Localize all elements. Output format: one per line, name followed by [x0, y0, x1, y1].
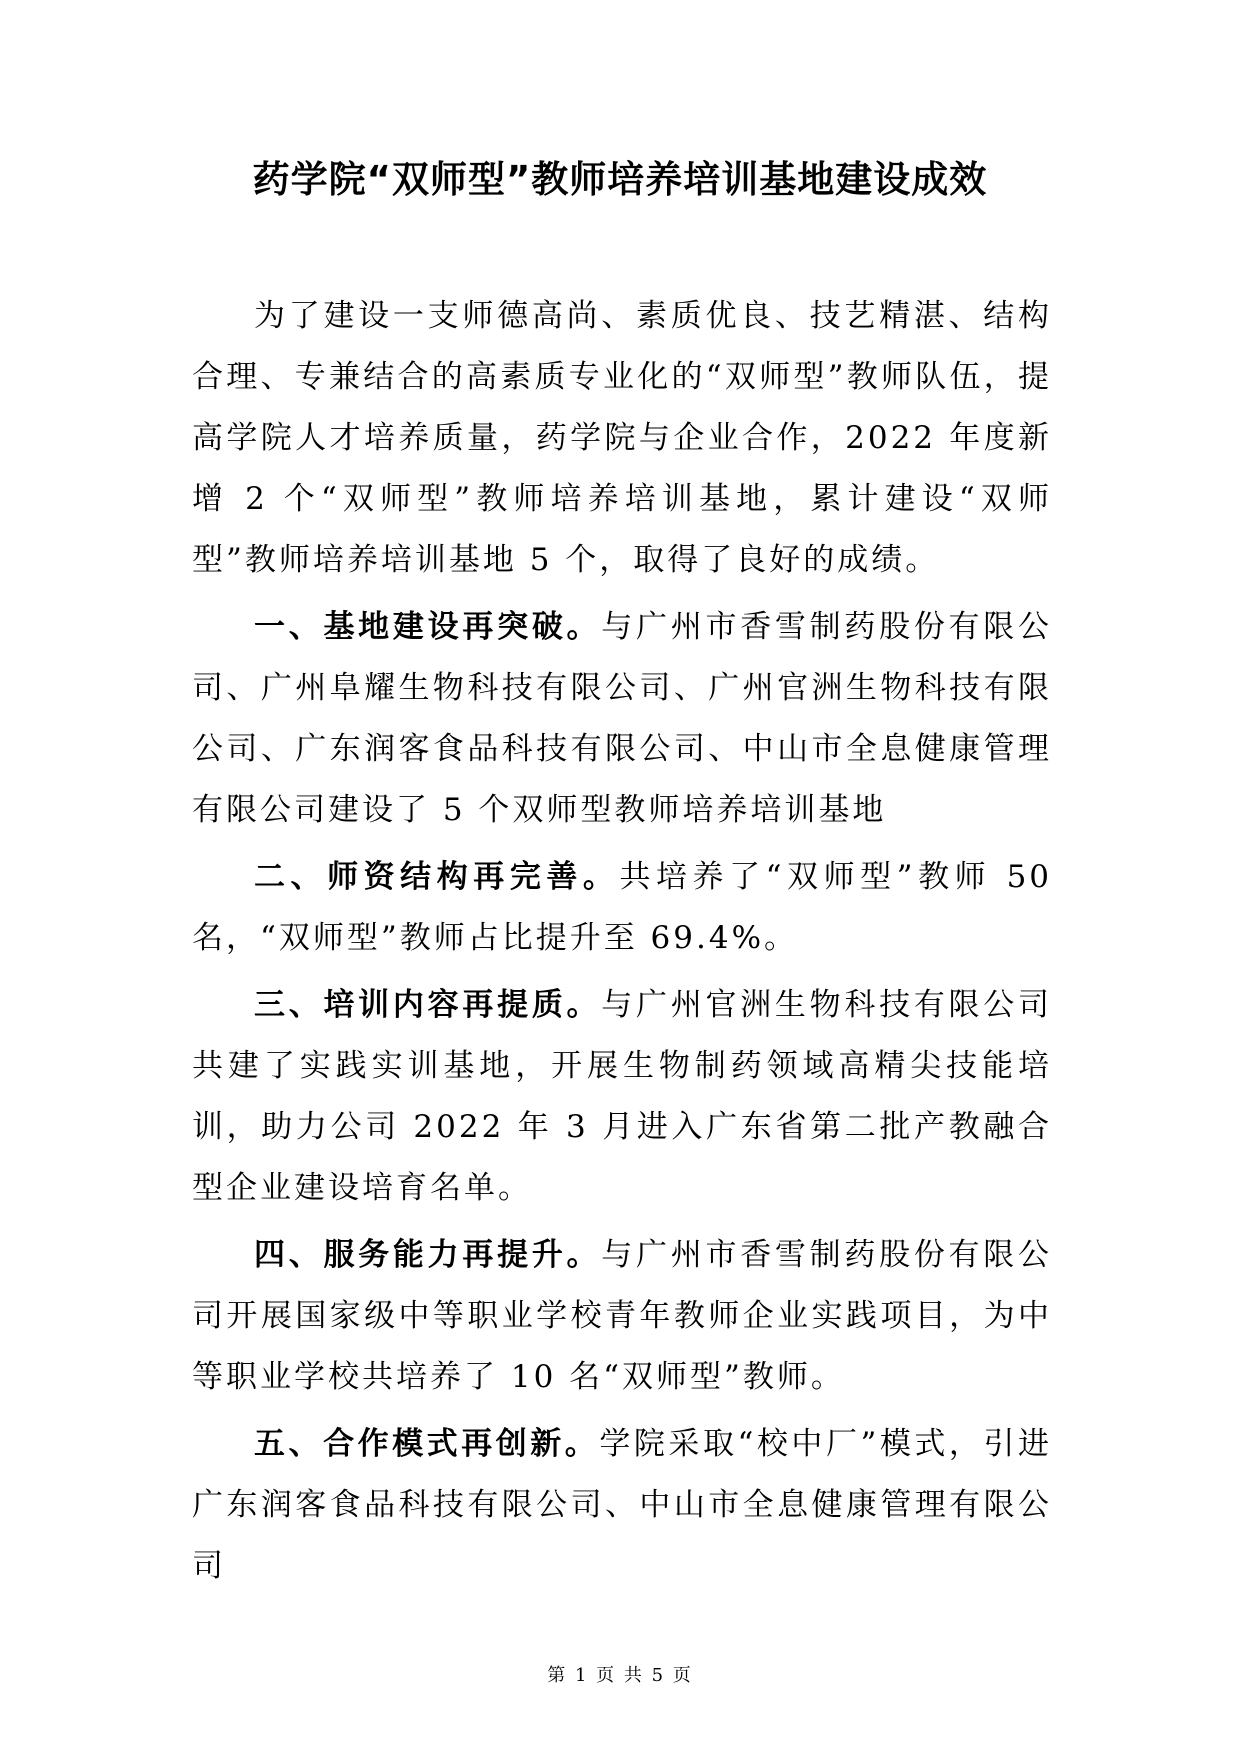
intro-paragraph: 为了建设一支师德高尚、素质优良、技艺精湛、结构合理、专兼结合的高素质专业化的“双师型”教师队伍，提高学院人才培养质量，药学院与企业合作，2022 年度新增 2 个“双师型”教师培养培训基地，累计建设“双师型”教师培养培训基地 5 个，取得了良好的成绩。 [192, 298, 1052, 578]
document-title: 药学院“双师型”教师培养培训基地建设成效 [252, 158, 988, 201]
page-footer: 第 1 页 共 5 页 [547, 1665, 693, 1686]
section-text-3: 与广州官洲生物科技有限公司共建了实践实训基地，开展生物制药领域高精尖技能培训，助力公司 2022 年 3 月进入广东省第二批产教融合型企业建设培育名单。 [192, 987, 1053, 1206]
section-heading-4: 四、服务能力再提升。 [254, 1237, 602, 1273]
section-paragraph-1 [192, 597, 1052, 841]
section-heading-3: 三、培训内容再提质。 [254, 987, 602, 1023]
section-paragraph-4 [192, 1225, 1052, 1408]
section-text-5: 学院采取“校中厂”模式，引进广东润客食品科技有限公司、中山市全息健康管理有限公司 [192, 1426, 1053, 1584]
section-heading-5: 五、合作模式再创新。 [254, 1426, 600, 1462]
document-body [192, 286, 1052, 1597]
section-paragraph-5 [192, 1414, 1052, 1597]
section-paragraph-3 [192, 975, 1052, 1219]
section-heading-1: 一、基地建设再突破。 [254, 609, 602, 645]
section-text-2: 共培养了“双师型”教师 50 名，“双师型”教师占比提升至 69.4%。 [192, 859, 1053, 956]
section-paragraph-2 [192, 847, 1052, 969]
section-text-4: 与广州市香雪制药股份有限公司开展国家级中等职业学校青年教师企业实践项目，为中等职业学校共培养了 10 名“双师型”教师。 [192, 1237, 1053, 1395]
section-text-1: 与广州市香雪制药股份有限公司、广州阜耀生物科技有限公司、广州官洲生物科技有限公司、广东润客食品科技有限公司、中山市全息健康管理有限公司建设了 5 个双师型教师培养培训基地 [192, 609, 1053, 828]
section-heading-2: 二、师资结构再完善。 [254, 859, 620, 895]
